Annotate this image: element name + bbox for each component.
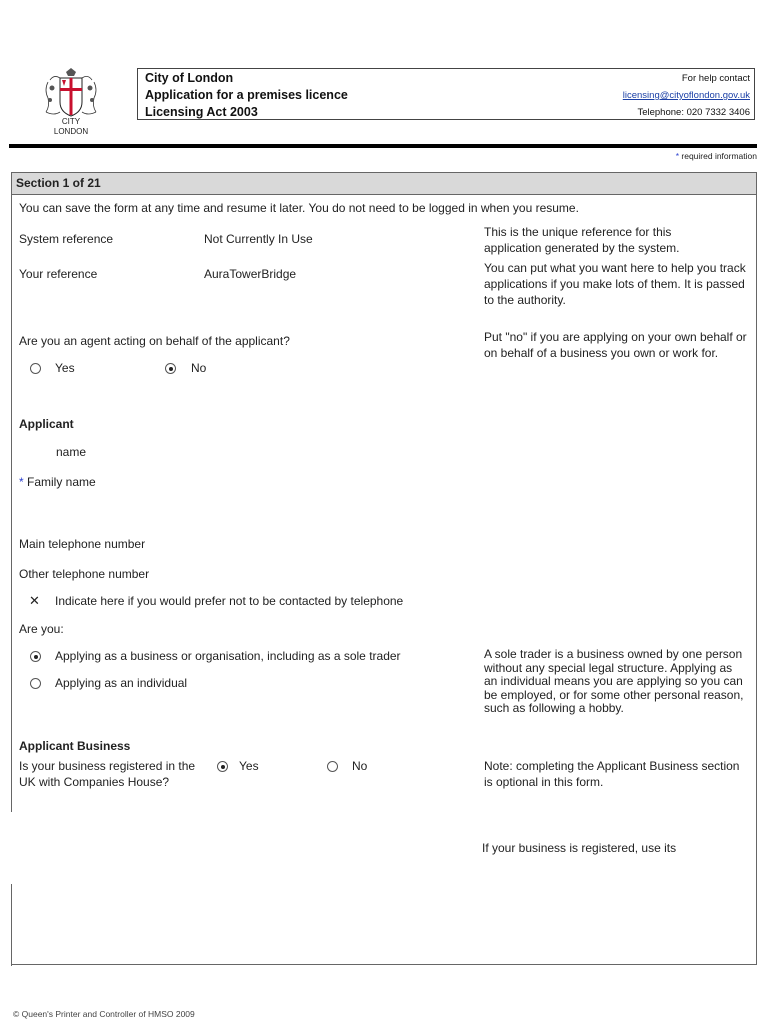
section-header: Section 1 of 21 xyxy=(11,172,757,195)
header-box xyxy=(137,68,755,120)
act-name: Licensing Act 2003 xyxy=(145,105,258,119)
applicant-business-heading: Applicant Business xyxy=(19,739,131,753)
logo-text-london: LONDON xyxy=(53,127,89,136)
form-title: Application for a premises licence xyxy=(145,88,348,102)
no-contact-label: Indicate here if you would prefer not to be contacted by telephone xyxy=(55,594,404,608)
agent-no-label: No xyxy=(191,361,207,375)
system-reference-value: Not Currently In Use xyxy=(204,232,313,246)
main-telephone-label: Main telephone number xyxy=(19,537,146,551)
your-reference-label: Your reference xyxy=(19,267,98,281)
agent-no-radio[interactable] xyxy=(165,363,176,374)
help-phone: Telephone: 020 7332 3406 xyxy=(637,107,750,118)
section-intro: You can save the form at any time and resume it later. You do not need to be logged in when you resume. xyxy=(19,201,579,215)
form-border-left xyxy=(11,172,12,812)
family-name-required-star: * xyxy=(19,475,24,489)
family-name-text: Family name xyxy=(27,475,96,489)
logo-text-city: CITY xyxy=(61,117,81,126)
applicant-type-help: A sole trader is a business owned by one person without any special legal structure. Applying as an individual means you are applying so you can be employed, or for some other personal reason, such as following a hobby. xyxy=(484,647,744,715)
system-reference-help: This is the unique reference for this application generated by the system. xyxy=(484,225,680,255)
city-of-london-logo xyxy=(40,68,102,136)
given-name-label: name xyxy=(56,445,87,459)
form-border-left-lower xyxy=(11,884,12,966)
are-you-label: Are you: xyxy=(19,622,64,636)
header-divider xyxy=(9,144,757,148)
org-name: City of London xyxy=(145,71,234,85)
applicant-business-help: Note: completing the Applicant Business section is optional in this form. xyxy=(484,759,740,789)
form-border-bottom xyxy=(11,964,757,965)
companies-house-no-radio[interactable] xyxy=(327,761,338,772)
companies-house-no-label: No xyxy=(352,759,368,773)
help-label: For help contact xyxy=(681,73,750,84)
applicant-individual-option: Applying as an individual xyxy=(55,676,188,690)
companies-house-question: Is your business registered in the UK with Companies House? xyxy=(19,759,196,789)
required-star: * xyxy=(675,151,680,161)
help-contact xyxy=(623,70,750,121)
agent-help: Put "no" if you are applying on your own behalf or on behalf of a business you own or work for. xyxy=(484,330,747,360)
family-name-label xyxy=(19,475,96,489)
agent-question: Are you an agent acting on behalf of the applicant? xyxy=(19,334,290,348)
your-reference-input[interactable]: AuraTowerBridge xyxy=(204,267,297,281)
crest-icon xyxy=(40,68,102,136)
other-telephone-label: Other telephone number xyxy=(19,567,150,581)
system-reference-label: System reference xyxy=(19,232,114,246)
help-email-link[interactable]: licensing@cityoflondon.gov.uk xyxy=(622,90,750,101)
applicant-business-option: Applying as a business or organisation, including as a sole trader xyxy=(55,649,401,663)
copyright-footer: © Queen's Printer and Controller of HMSO 2009 xyxy=(13,1009,195,1019)
your-reference-help: You can put what you want here to help you track applications if you make lots of them. It is passed to the authority. xyxy=(484,261,746,307)
agent-yes-radio[interactable] xyxy=(30,363,41,374)
header-titles xyxy=(145,70,348,121)
form-border-right xyxy=(756,195,757,965)
applicant-business-radio[interactable] xyxy=(30,651,41,662)
required-text: required information xyxy=(681,151,757,161)
agent-yes-label: Yes xyxy=(55,361,75,375)
applicant-heading: Applicant xyxy=(19,417,74,431)
no-contact-checkbox[interactable]: ✕ xyxy=(29,593,40,608)
required-note xyxy=(676,151,757,161)
companies-house-yes-label: Yes xyxy=(239,759,259,773)
registered-business-note: If your business is registered, use its xyxy=(482,841,677,855)
companies-house-yes-radio[interactable] xyxy=(217,761,228,772)
applicant-individual-radio[interactable] xyxy=(30,678,41,689)
